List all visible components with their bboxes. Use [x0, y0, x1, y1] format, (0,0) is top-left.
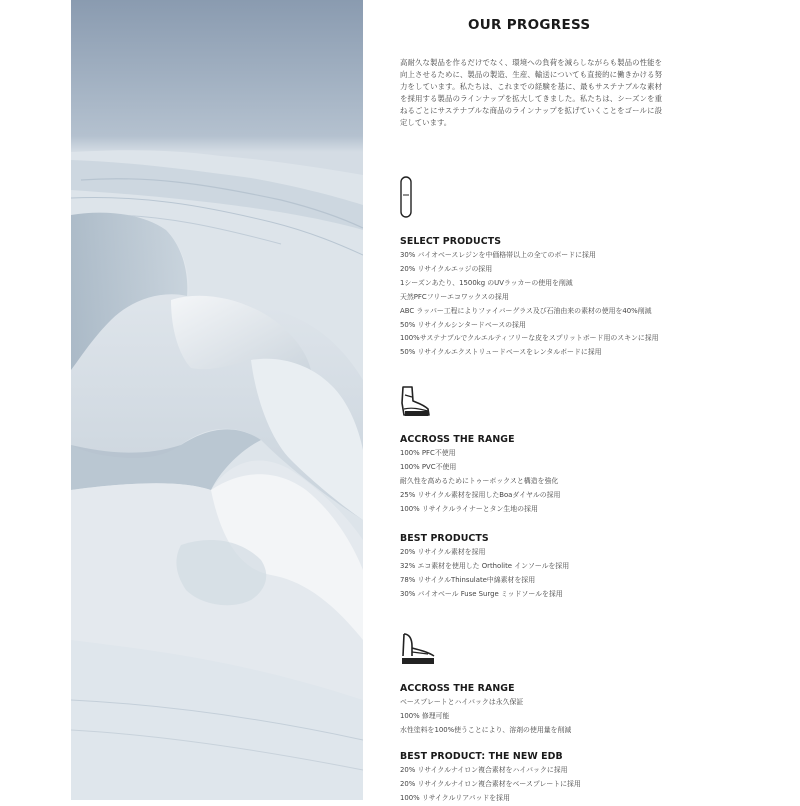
list-item: 100%サステナブルでクルエルティフリーな皮をスプリットボード用のスキンに採用	[400, 334, 659, 343]
list-item: 32% エコ素材を使用した Ortholite インソールを採用	[400, 561, 570, 570]
intro-paragraph: 高耐久な製品を作るだけでなく、環境への負荷を減らしながらも製品の性能を向上させるために、製品の製造、生産、輸送についても直接的に働きかける努力をしています。私たちは、これまでの経験を基に、最もサステナブルな素材を採用する製品のラインナップを拡大してきました。私たちは、シーズンを重ねるごとにサステナブルな商品のラインナップを拡げていくことをゴールに設定しています。	[400, 58, 662, 128]
list-item: 30% バイオベール Fuse Surge ミッドソールを採用	[400, 589, 563, 598]
list-item: 100% 修理可能	[400, 711, 450, 720]
page-title: OUR PROGRESS	[468, 17, 591, 33]
section-best-product-edb	[400, 751, 581, 806]
list-item: 1シーズンあたり、1500kg のUVラッカーの使用を削減	[400, 278, 573, 287]
section-heading: BEST PRODUCTS	[400, 533, 489, 544]
list-item: 30% バイオベースレジンを中価格帯以上の全てのボードに採用	[400, 251, 596, 259]
list-item: 100% PFC不使用	[400, 449, 456, 457]
snowboard-binding-icon	[398, 632, 438, 670]
section-best-products	[400, 533, 569, 602]
list-item: ベースプレートとハイバックは永久保証	[400, 698, 524, 706]
list-item: 水性塗料を100%使うことにより、溶剤の使用量を削減	[400, 725, 572, 734]
section-across-range-boots	[400, 434, 560, 517]
list-item: 100% リサイクルリアパッドを採用	[400, 793, 510, 802]
section-heading: ACCROSS THE RANGE	[400, 434, 515, 445]
list-item: 25% リサイクル素材を採用したBoaダイヤルの採用	[400, 490, 561, 499]
list-item: 100% リサイクルライナーとタン生地の採用	[400, 504, 538, 513]
list-item: 78% リサイクルThinsulate中綿素材を採用	[400, 575, 536, 584]
section-heading: BEST PRODUCT: THE NEW EDB	[400, 751, 563, 762]
list-item: 20% リサイクル素材を採用	[400, 548, 486, 556]
list-item: 20% リサイクルナイロン複合素材をハイバックに採用	[400, 766, 568, 774]
snow-landscape-photo	[71, 0, 363, 800]
list-item: 50% リサイクルエクストリュードベースをレンタルボードに採用	[400, 348, 602, 357]
list-item: 20% リサイクルエッジの採用	[400, 264, 493, 273]
section-across-range-bindings	[400, 683, 571, 738]
snowboard-boot-icon	[398, 385, 432, 419]
list-item: 耐久性を高めるためにトゥーボックスと構造を強化	[400, 476, 559, 485]
list-item: ABC ラッパー工程によりファイバーグラス及び石油由来の素材の使用を40%削減	[400, 306, 652, 315]
list-item: 50% リサイクルシンタードベースの採用	[400, 320, 526, 329]
list-item: 天然PFCフリーエコワックスの採用	[400, 292, 509, 301]
section-heading: SELECT PRODUCTS	[400, 236, 502, 247]
section-heading: ACCROSS THE RANGE	[400, 683, 515, 694]
section-select-products	[400, 236, 659, 360]
snowboard-icon	[399, 176, 413, 218]
list-item: 20% リサイクルナイロン複合素材をベースプレートに採用	[400, 779, 581, 788]
list-item: 100% PVC不使用	[400, 462, 457, 471]
